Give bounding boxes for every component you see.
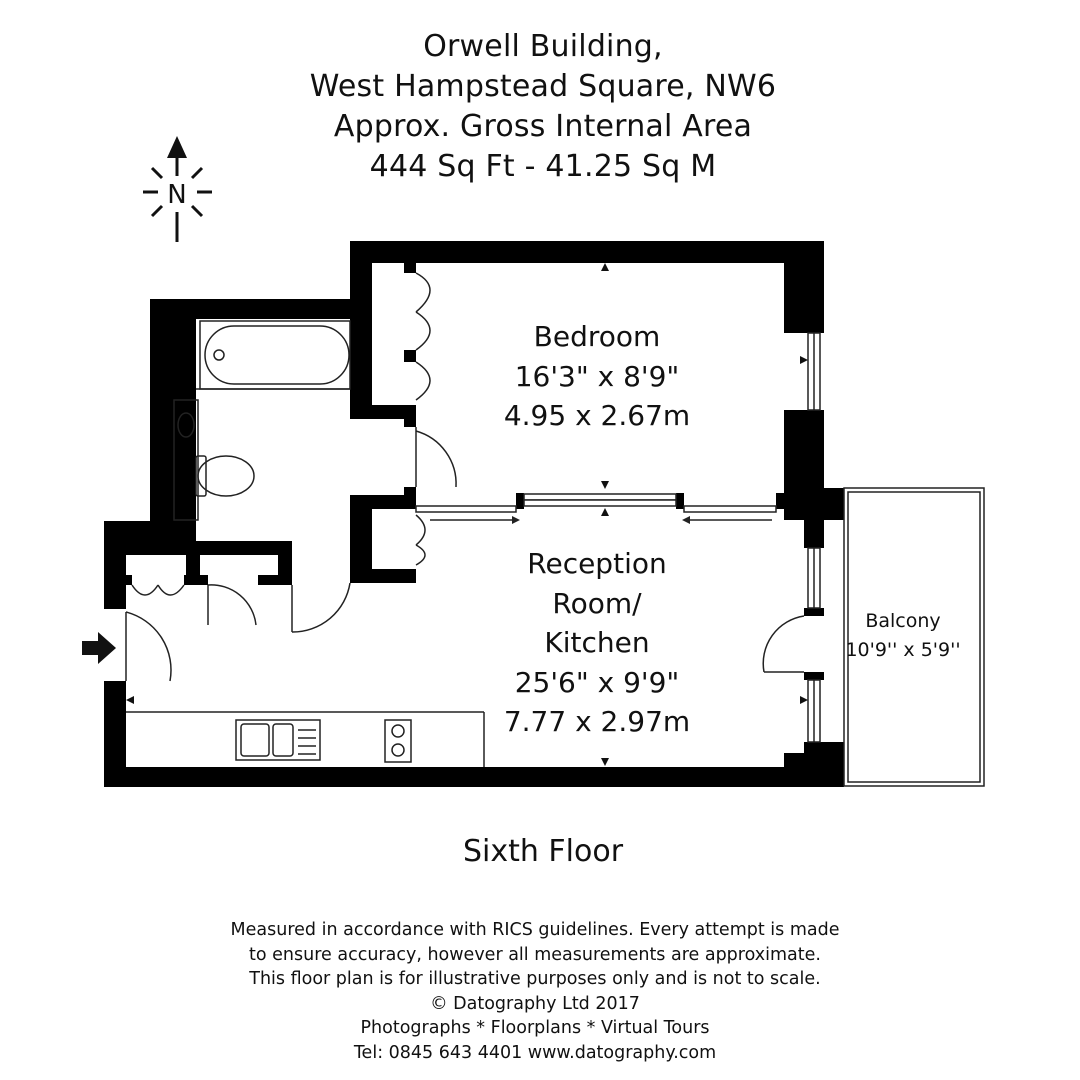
footer-line: This floor plan is for illustrative purposes only and is not to scale. bbox=[249, 969, 821, 990]
bedroom-name: Bedroom bbox=[533, 320, 661, 353]
reception-metric: 7.77 x 2.97m bbox=[503, 705, 691, 738]
reception-name-line1: Reception bbox=[527, 547, 667, 580]
compass-letter: N bbox=[167, 180, 187, 210]
walls bbox=[104, 241, 844, 787]
bedroom-metric: 4.95 x 2.67m bbox=[503, 399, 691, 432]
footer-services: Photographs * Floorplans * Virtual Tours bbox=[360, 1018, 710, 1039]
kitchen-sink bbox=[236, 720, 320, 760]
footer-contact: Tel: 0845 643 4401 www.datography.com bbox=[353, 1042, 717, 1063]
balcony-name: Balcony bbox=[865, 610, 941, 632]
area-heading: Approx. Gross Internal Area bbox=[333, 109, 753, 144]
cooktop bbox=[385, 720, 411, 762]
bathtub bbox=[200, 321, 350, 389]
bedroom-imperial: 16'3" x 8'9" bbox=[514, 360, 680, 393]
sliding-partition bbox=[416, 494, 776, 524]
floor-label: Sixth Floor bbox=[462, 834, 624, 869]
footer-copyright: © Datography Ltd 2017 bbox=[430, 993, 640, 1014]
area-value: 444 Sq Ft - 41.25 Sq M bbox=[369, 149, 717, 184]
balcony-imperial: 10'9'' x 5'9'' bbox=[845, 639, 961, 661]
footer-disclaimer bbox=[0, 918, 1070, 1066]
building-name: Orwell Building, bbox=[423, 29, 663, 64]
room-labels bbox=[504, 320, 961, 738]
address: West Hampstead Square, NW6 bbox=[309, 69, 777, 104]
dimension-markers bbox=[126, 263, 808, 766]
toilet bbox=[196, 456, 254, 496]
reception-name-line2: Room/ bbox=[552, 587, 642, 620]
doors bbox=[126, 273, 804, 681]
balcony-outline bbox=[844, 488, 984, 786]
entrance-arrow-icon bbox=[82, 632, 116, 664]
reception-name-line3: Kitchen bbox=[544, 626, 650, 659]
footer-line: Measured in accordance with RICS guidelines. Every attempt is made bbox=[230, 920, 840, 940]
reception-imperial: 25'6" x 9'9" bbox=[514, 666, 680, 699]
footer-line: to ensure accuracy, however all measurements are approximate. bbox=[249, 944, 821, 965]
